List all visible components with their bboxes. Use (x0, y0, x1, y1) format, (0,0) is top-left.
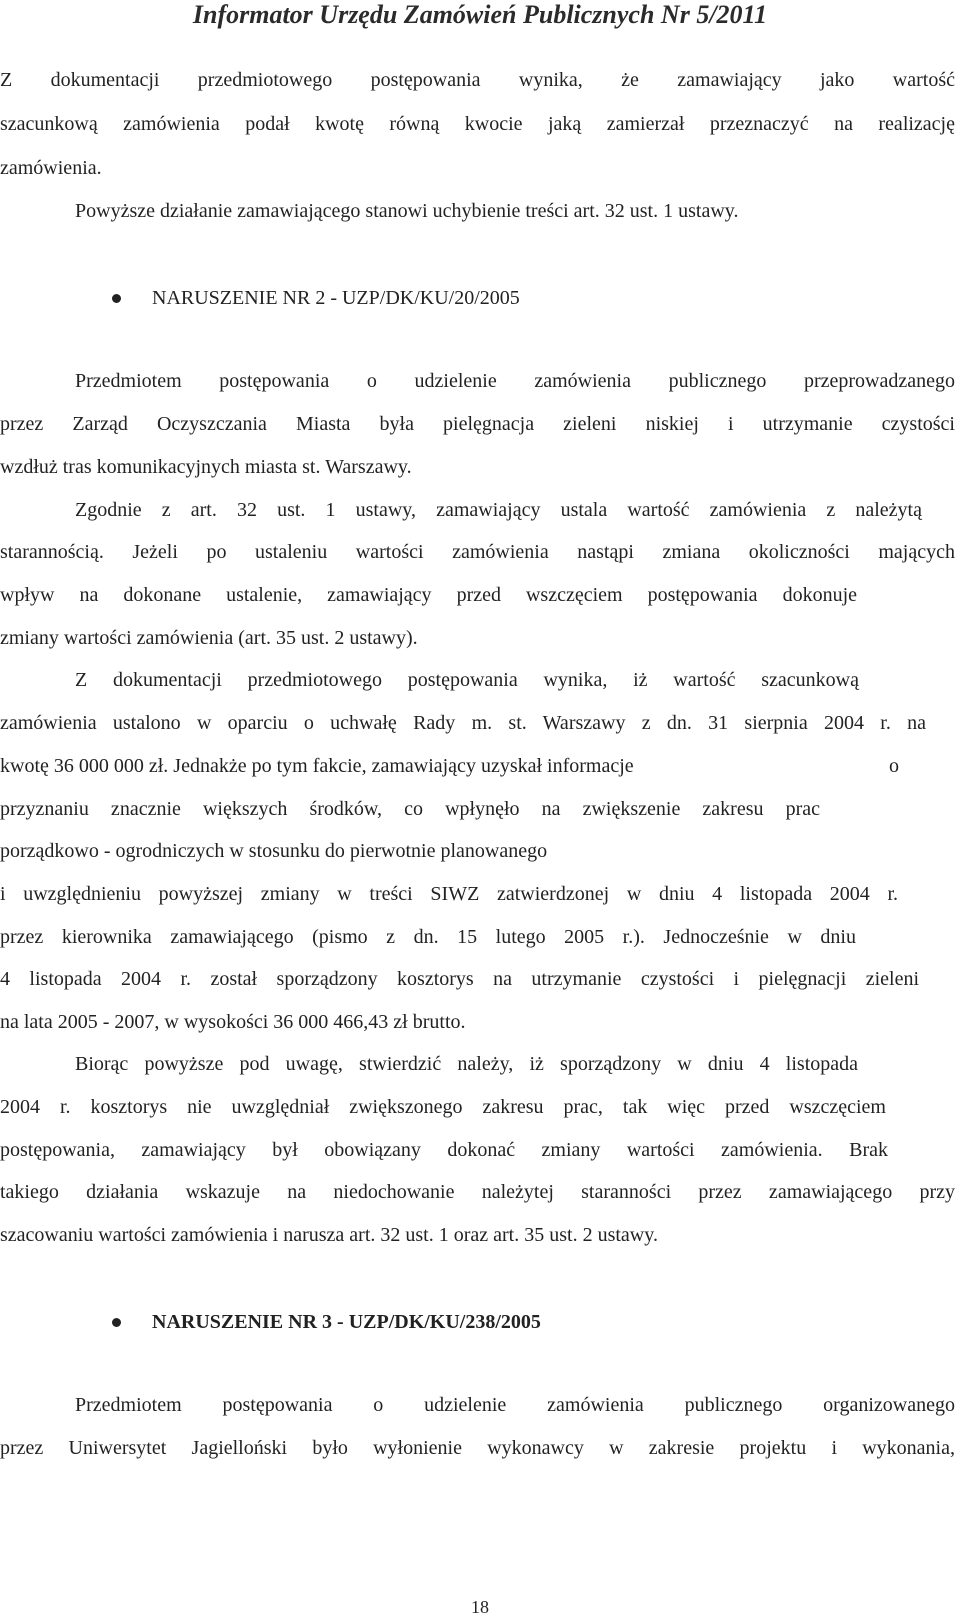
paragraph-line: 2004 r. kosztorys nie uwzględniał zwiększonego zakresu prac, tak więc przed wszczęciem (0, 1096, 886, 1118)
paragraph-line-end-word: o (889, 755, 899, 777)
paragraph-line: Z dokumentacji przedmiotowego postępowania wynika, że zamawiający jako wartość (0, 69, 955, 91)
publication-header: Informator Urzędu Zamówień Publicznych Nr 5/2011 (192, 0, 768, 29)
paragraph-line: zamówienia. (0, 157, 102, 179)
paragraph-line: 4 listopada 2004 r. został sporządzony kosztorys na utrzymanie czystości i pielęgnacji zieleni (0, 968, 919, 990)
paragraph-line: szacowaniu wartości zamówienia i narusza art. 32 ust. 1 oraz art. 35 ust. 2 ustawy. (0, 1224, 658, 1246)
paragraph-line: wzdłuż tras komunikacyjnych miasta st. Warszawy. (0, 456, 412, 478)
paragraph-line: Powyższe działanie zamawiającego stanowi uchybienie treści art. 32 ust. 1 ustawy. (75, 200, 739, 222)
paragraph-line: Biorąc powyższe pod uwagę, stwierdzić należy, iż sporządzony w dniu 4 listopada (75, 1053, 858, 1075)
paragraph-line: przez Uniwersytet Jagielloński było wyłonienie wykonawcy w zakresie projektu i wykonania, (0, 1437, 955, 1459)
violation-3-heading: NARUSZENIE NR 3 - UZP/DK/KU/238/2005 (152, 1311, 541, 1333)
paragraph-line: szacunkową zamówienia podał kwotę równą kwocie jaką zamierzał przeznaczyć na realizację (0, 113, 955, 135)
page-number: 18 (471, 1597, 489, 1617)
paragraph-line: zmiany wartości zamówienia (art. 35 ust. 2 ustawy). (0, 627, 418, 649)
paragraph-line: porządkowo - ogrodniczych w stosunku do pierwotnie planowanego (0, 840, 548, 862)
paragraph-line: Przedmiotem postępowania o udzielenie zamówienia publicznego przeprowadzanego (75, 370, 955, 392)
bullet-icon (112, 294, 121, 303)
paragraph-line: takiego działania wskazuje na niedochowanie należytej staranności przez zamawiającego przy (0, 1181, 955, 1203)
paragraph-line: Przedmiotem postępowania o udzielenie zamówienia publicznego organizowanego (75, 1394, 955, 1416)
paragraph-line: przyznaniu znacznie większych środków, co wpłynęło na zwiększenie zakresu prac (0, 798, 820, 820)
paragraph-line: kwotę 36 000 000 zł. Jednakże po tym fakcie, zamawiający uzyskał informacje (0, 755, 634, 777)
paragraph-line: zamówienia ustalono w oparciu o uchwałę Rady m. st. Warszawy z dn. 31 sierpnia 2004 r. na (0, 712, 926, 734)
paragraph-line: wpływ na dokonane ustalenie, zamawiający przed wszczęciem postępowania dokonuje (0, 584, 857, 606)
paragraph-line: Z dokumentacji przedmiotowego postępowania wynika, iż wartość szacunkową (75, 669, 859, 691)
paragraph-line: starannością. Jeżeli po ustaleniu wartości zamówienia nastąpi zmiana okoliczności mających (0, 541, 955, 563)
bullet-icon (112, 1318, 121, 1327)
paragraph-line: postępowania, zamawiający był obowiązany dokonać zmiany wartości zamówienia. Brak (0, 1139, 888, 1161)
paragraph-line: na lata 2005 - 2007, w wysokości 36 000 466,43 zł brutto. (0, 1011, 466, 1033)
paragraph-line: i uwzględnieniu powyższej zmiany w treści SIWZ zatwierdzonej w dniu 4 listopada 2004 r. (0, 883, 898, 905)
paragraph-line: Zgodnie z art. 32 ust. 1 ustawy, zamawiający ustala wartość zamówienia z należytą (75, 499, 922, 521)
paragraph-line: przez kierownika zamawiającego (pismo z dn. 15 lutego 2005 r.). Jednocześnie w dniu (0, 926, 856, 948)
violation-2-heading: NARUSZENIE NR 2 - UZP/DK/KU/20/2005 (152, 287, 520, 309)
paragraph-line: przez Zarząd Oczyszczania Miasta była pielęgnacja zieleni niskiej i utrzymanie czystości (0, 413, 955, 435)
